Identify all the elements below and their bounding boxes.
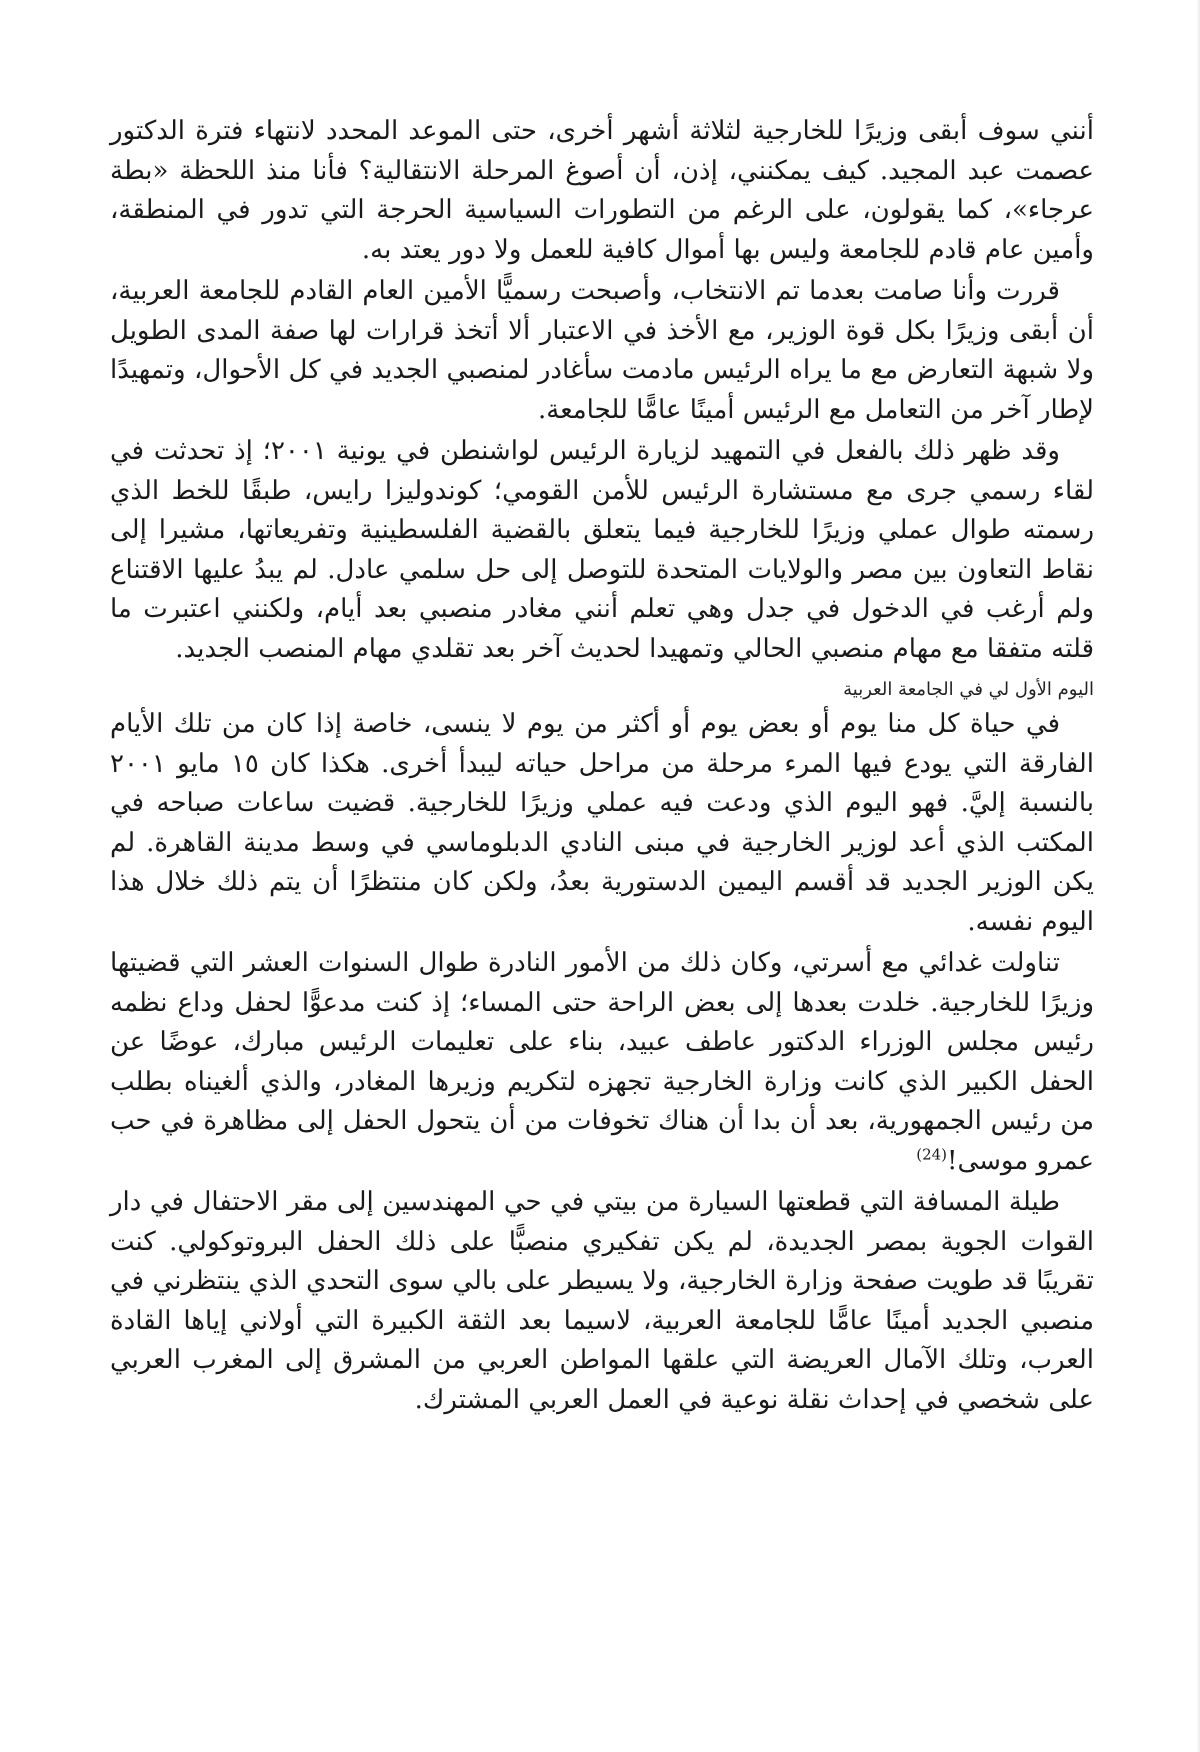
paragraph-6: طيلة المسافة التي قطعتها السيارة من بيتي في حي المهندسين إلى مقر الاحتفال في دار القوات الجوية بمصر الجديدة، لم يكن تفكيري منصبًّا على ذلك الحفل البروتوكولي. كنت تقريبًا قد طويت صفحة وزارة الخارجية، ولا يسيطر على بالي سوى التحدي الذي ينتظرني في منصبي الجديد أمينًا عامًّا للجامعة العربية، لاسيما بعد الثقة الكبيرة التي أولاني إياها القادة العرب، وتلك الآمال العريضة التي علقها المواطن العربي من المشرق إلى المغرب العربي على شخصي في إحداث نقلة نوعية في العمل العربي المشترك. [110, 1187, 1095, 1415]
paragraph-3: وقد ظهر ذلك بالفعل في التمهيد لزيارة الرئيس لواشنطن في يونية ٢٠٠١؛ إذ تحدثت في لقاء رسمي جرى مع مستشارة الرئيس للأمن القومي؛ كوندوليزا رايس، طبقًا للخط الذي رسمته طوال عملي وزيرًا للخارجية فيما يتعلق بالقضية الفلسطينية وتفريعاتها، مشيرا إلى نقاط التعاون بين مصر والولايات المتحدة للتوصل إلى حل سلمي عادل. لم يبدُ عليها الاقتناع ولم أرغب في الدخول في جدل وهي تعلم أنني مغادر منصبي بعد أيام، ولكنني اعتبرت ما قلته متفقا مع مهام منصبي الحالي وتمهيدا لحديث آخر بعد تقلدي مهام المنصب الجديد. [110, 436, 1094, 664]
paragraph-5 [110, 944, 1094, 1181]
section-heading: اليوم الأول لي في الجامعة العربية [843, 679, 1094, 700]
paragraph-4: في حياة كل منا يوم أو بعض يوم أو أكثر من يوم لا ينسى، خاصة إذا كان من تلك الأيام الفارقة التي يودع فيها المرء مرحلة من مراحل حياته ليبدأ أخرى. هكذا كان ١٥ مايو ٢٠٠١ بالنسبة إليَّ. فهو اليوم الذي ودعت فيه عملي وزيرًا للخارجية. قضيت ساعات صباحه في المكتب الذي أعد لوزير الخارجية في مبنى النادي الدبلوماسي في وسط مدينة القاهرة. لم يكن الوزير الجديد قد أقسم اليمين الدستورية بعدُ، ولكن كان منتظرًا أن يتم ذلك خلال هذا اليوم نفسه. [110, 709, 1095, 937]
paragraph-2: قررت وأنا صامت بعدما تم الانتخاب، وأصبحت رسميًّا الأمين العام القادم للجامعة العربية، أن أبقى وزيرًا بكل قوة الوزير، مع الأخذ في الاعتبار ألا أتخذ قرارات لها صفة المدى الطويل ولا شبهة التعارض مع ما يراه الرئيس مادمت سأغادر لمنصبي الجديد في كل الأحوال، وتمهيدًا لإطار آخر من التعامل مع الرئيس أمينًا عامًّا للجامعة. [110, 276, 1094, 425]
footnote-marker: (24) [916, 1144, 948, 1163]
page-body [110, 112, 1094, 1422]
scan-edge [1196, 0, 1200, 1752]
paragraph-1: أنني سوف أبقى وزيرًا للخارجية لثلاثة أشهر أخرى، حتى الموعد المحدد لانتهاء فترة الدكتور عصمت عبد المجيد. كيف يمكنني، إذن، أن أصوغ المرحلة الانتقالية؟ فأنا منذ اللحظة «بطة عرجاء»، كما يقولون، على الرغم من التطورات السياسية الحرجة التي تدور في المنطقة، وأمين عام قادم للجامعة وليس بها أموال كافية للعمل ولا دور يعتد به. [110, 116, 1094, 265]
paragraph-5-text: تناولت غدائي مع أسرتي، وكان ذلك من الأمور النادرة طوال السنوات العشر التي قضيتها وزيرًا للخارجية. خلدت بعدها إلى بعض الراحة حتى المساء؛ إذ كنت مدعوًّا لحفل وداع نظمه رئيس مجلس الوزراء الدكتور عاطف عبيد، بناء على تعليمات الرئيس مبارك، عوضًا عن الحفل الكبير الذي كانت وزارة الخارجية تجهزه لتكريم وزيرها المغادر، والذي ألغيناه بطلب من رئيس الجمهورية، بعد أن بدا أن هناك تخوفات من أن يتحول الحفل إلى مظاهرة في حب عمرو موسى! [110, 948, 1094, 1176]
